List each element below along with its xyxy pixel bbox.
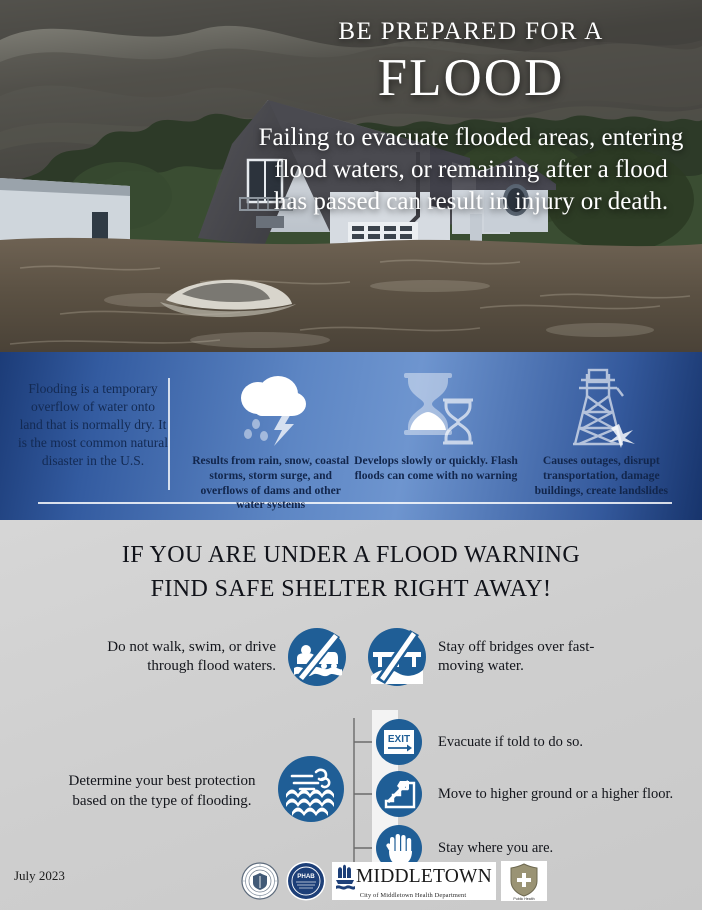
hero-text-block xyxy=(256,18,686,218)
protection-prompt: Determine your best protection based on the type of flooding. xyxy=(68,773,256,809)
flood-warning-section xyxy=(0,520,702,910)
band-column-impact xyxy=(519,364,684,520)
protection-option-higher-ground xyxy=(376,771,673,817)
band-column-timing xyxy=(353,364,518,520)
public-health-label: Public Health xyxy=(513,897,535,901)
tip-label-no-walk: Do not walk, swim, or drive through flood waters. xyxy=(107,638,276,675)
protection-option-evacuate xyxy=(376,719,583,765)
warning-heading-line2: FIND SAFE SHELTER RIGHT AWAY! xyxy=(150,576,552,603)
no-bridge-icon xyxy=(368,628,426,686)
footer-date: July 2023 xyxy=(14,868,65,883)
wind-waves-icon xyxy=(278,756,344,822)
page-title: FLOOD xyxy=(377,48,565,107)
protection-option-label: Move to higher ground or a higher floor. xyxy=(438,785,674,802)
hourglass-icon xyxy=(396,364,476,448)
warning-heading xyxy=(0,520,702,606)
band-caption: Develops slowly or quickly. Flash floods can come with no warning xyxy=(354,454,518,482)
middletown-logo xyxy=(332,862,496,900)
middletown-logo-title: MIDDLETOWN xyxy=(356,865,492,887)
band-intro-text: Flooding is a temporary overflow of water onto land that is normally dry. It is the most common natural disaster in the U.S. xyxy=(18,381,168,469)
middletown-logo-subtitle: City of Middletown Health Department xyxy=(359,891,467,899)
warning-heading-line1: IF YOU ARE UNDER A FLOOD WARNING xyxy=(121,542,581,568)
phab-seal xyxy=(285,860,327,902)
flood-facts-band xyxy=(0,352,702,520)
band-caption: Results from rain, snow, coastal storms, storm surge, and overflows of dams and other water systems xyxy=(192,454,350,512)
middletown-mark-icon xyxy=(334,864,356,890)
storm-cloud-icon xyxy=(230,364,312,448)
footer-logos xyxy=(240,860,547,902)
footer xyxy=(0,858,702,910)
warning-tips-row xyxy=(0,628,702,686)
hero-kicker: BE PREPARED FOR A xyxy=(338,18,604,45)
band-caption: Causes outages, disrupt transportation, damage buildings, create landslides xyxy=(534,454,669,497)
power-tower-icon xyxy=(561,364,641,448)
no-walk-swim-drive-icon xyxy=(288,628,346,686)
exit-sign-icon xyxy=(376,719,422,765)
dhs-seal xyxy=(240,861,280,901)
svg-text:PHAB: PHAB xyxy=(297,873,315,880)
hero-subtitle: Failing to evacuate flooded areas, entering flood waters, or remaining after a flood has passed can result in injury or death. xyxy=(258,124,684,216)
protection-flow xyxy=(0,710,702,880)
protection-option-label: Stay where you are. xyxy=(438,839,554,856)
protection-options-list xyxy=(376,710,686,878)
hero-photo-section xyxy=(0,0,702,352)
public-health-shield xyxy=(501,861,547,901)
stairs-up-icon xyxy=(376,771,422,817)
band-column-storm xyxy=(188,364,353,520)
protection-option-label: Evacuate if told to do so. xyxy=(438,733,583,750)
svg-text:EXIT: EXIT xyxy=(387,734,411,746)
tip-label-no-bridges: Stay off bridges over fast-moving water. xyxy=(438,638,595,675)
